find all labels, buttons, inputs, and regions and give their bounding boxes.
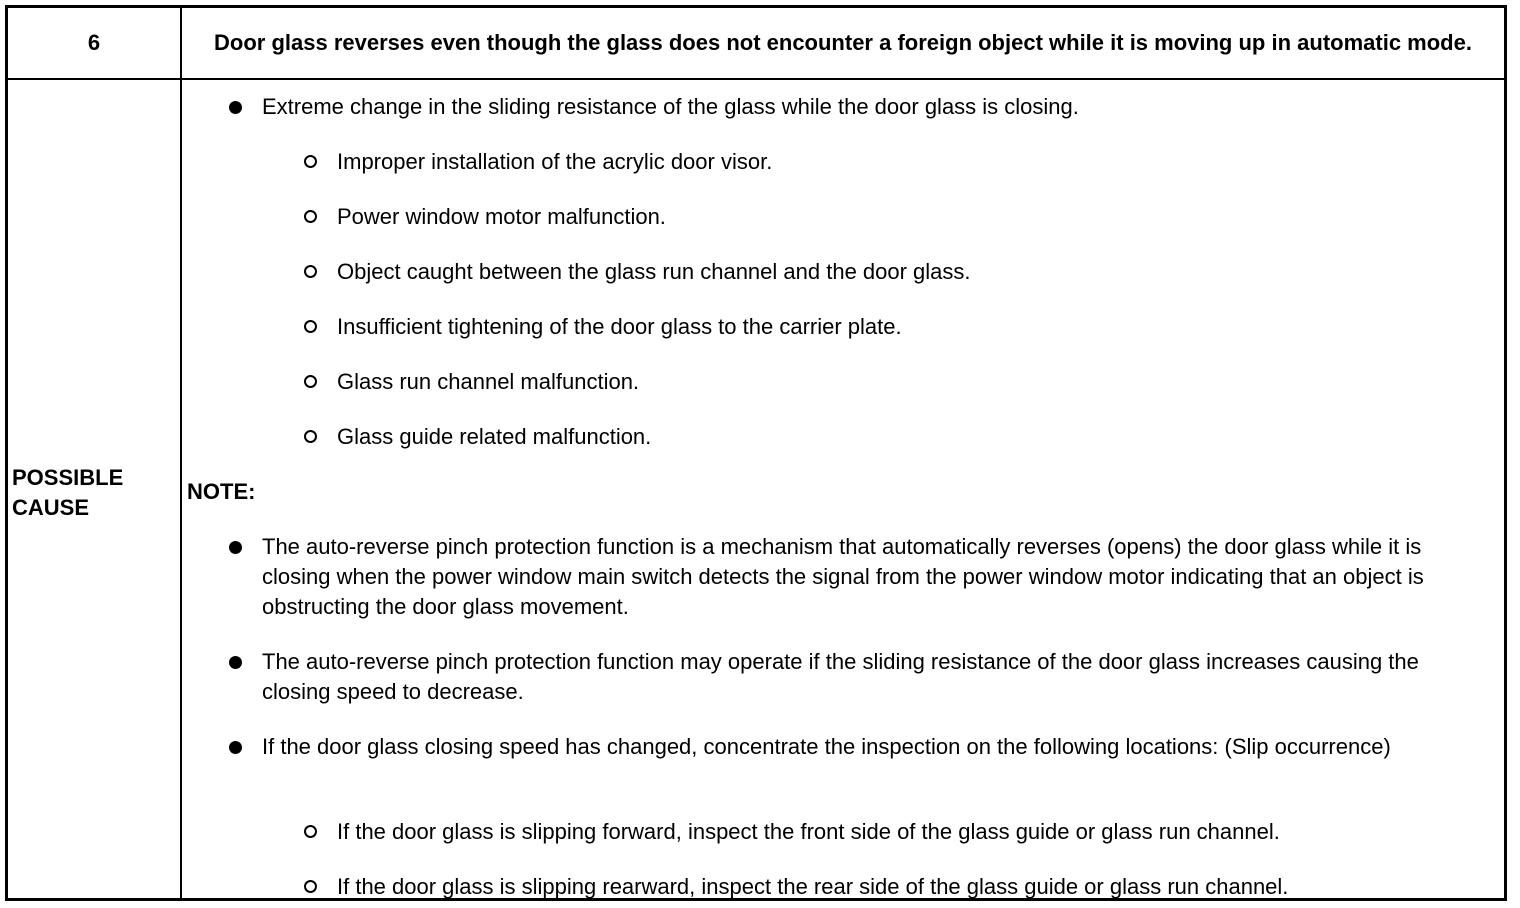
note-sub-item: If the door glass is slipping forward, inspect the front side of the glass guide or glass run channel. (337, 819, 1280, 844)
note-item: The auto-reverse pinch protection function is a mechanism that automatically reverses (opens) the door glass while it is closing when the power window main switch detects the signal from the power window motor indicating that an object is obstructing the door glass movement. (262, 534, 1424, 619)
main-cause-text: Extreme change in the sliding resistance of the glass while the door glass is closing. (262, 94, 1079, 119)
sub-cause-item: Power window motor malfunction. (337, 204, 666, 229)
note-item: The auto-reverse pinch protection function may operate if the sliding resistance of the door glass increases causing the closing speed to decrease. (262, 649, 1419, 704)
bullet-icon (229, 656, 242, 669)
bullet-icon (229, 541, 242, 554)
sub-cause-item: Object caught between the glass run channel and the door glass. (337, 259, 971, 284)
note-sub-item: If the door glass is slipping rearward, inspect the rear side of the glass guide or glass run channel. (337, 874, 1289, 899)
circle-bullet-icon (304, 375, 317, 388)
note-item: If the door glass closing speed has changed, concentrate the inspection on the following locations: (Slip occurrence) (262, 734, 1391, 759)
column-divider (180, 8, 182, 898)
circle-bullet-icon (304, 880, 317, 893)
step-number: 6 (87, 30, 101, 55)
sub-cause-item: Glass run channel malfunction. (337, 369, 640, 394)
row-divider (8, 78, 1504, 80)
circle-bullet-icon (304, 430, 317, 443)
possible-cause-label: POSSIBLE CAUSE (12, 465, 124, 520)
circle-bullet-icon (304, 155, 317, 168)
troubleshooting-table (5, 5, 1507, 901)
circle-bullet-icon (304, 265, 317, 278)
circle-bullet-icon (304, 825, 317, 838)
note-label: NOTE: (187, 479, 256, 504)
symptom-title: Door glass reverses even though the glass does not encounter a foreign object while it is moving up in automatic mode. (214, 30, 1472, 55)
sub-cause-item: Improper installation of the acrylic door visor. (337, 149, 773, 174)
sub-cause-item: Insufficient tightening of the door glass to the carrier plate. (337, 314, 902, 339)
circle-bullet-icon (304, 210, 317, 223)
bullet-icon (229, 741, 242, 754)
circle-bullet-icon (304, 320, 317, 333)
bullet-icon (229, 101, 242, 114)
sub-cause-item: Glass guide related malfunction. (337, 424, 652, 449)
